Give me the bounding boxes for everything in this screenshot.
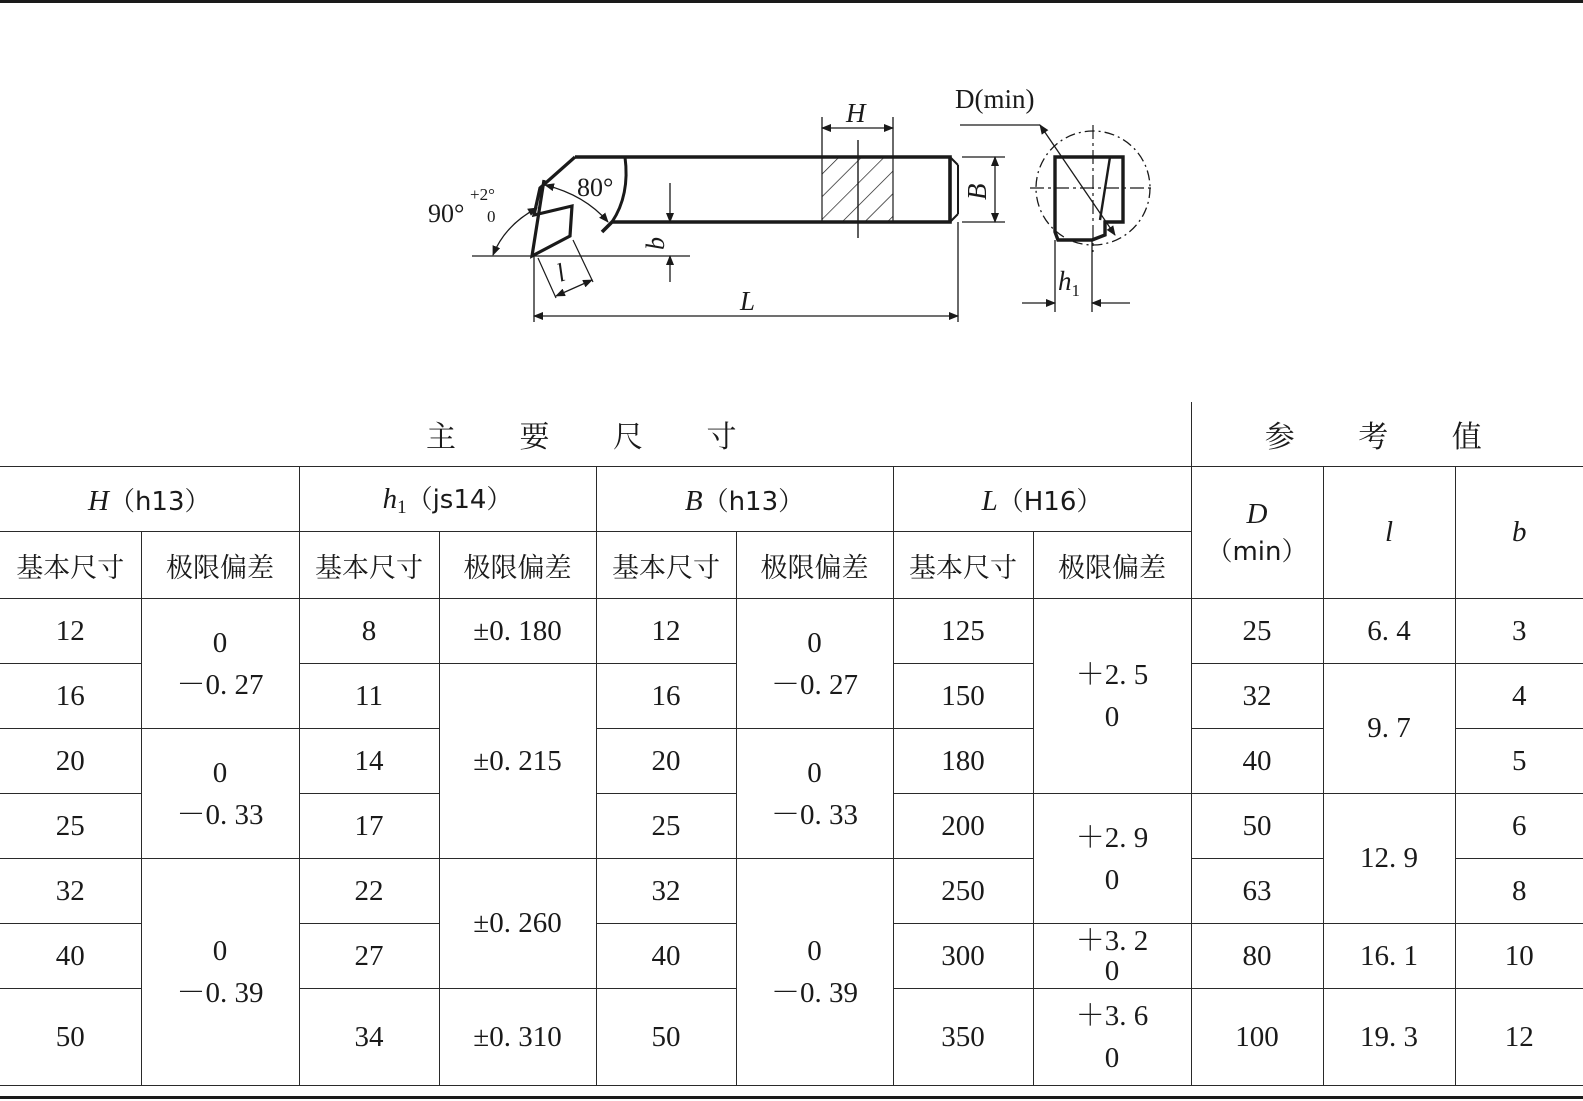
tool-body [472, 117, 1005, 322]
cell-H-tolerance: 0 －0. 33 [141, 729, 299, 859]
dim-l-label: l [552, 257, 569, 288]
cell-h1-tolerance: ±0. 215 [439, 664, 596, 859]
cell-B-tolerance: 0 －0. 27 [736, 599, 893, 729]
header-D: D （min） [1191, 467, 1323, 599]
cell-h1: 11 [299, 664, 439, 729]
header-reference-values: 参 考 值 [1191, 402, 1583, 467]
cell-l: 19. 3 [1323, 989, 1455, 1086]
bottom-rule [0, 1096, 1583, 1099]
angle-80-label: 80° [577, 173, 614, 202]
cell-L-tolerance: ＋2. 9 0 [1033, 794, 1191, 924]
cell-L: 180 [893, 729, 1033, 794]
cell-D: 80 [1191, 924, 1323, 989]
cell-B: 25 [596, 794, 736, 859]
cell-D: 50 [1191, 794, 1323, 859]
cell-D: 63 [1191, 859, 1323, 924]
cell-b: 12 [1455, 989, 1583, 1086]
cell-B-tolerance: 0 －0. 39 [736, 859, 893, 1086]
cell-h1: 14 [299, 729, 439, 794]
cell-h1-tolerance: ±0. 310 [439, 989, 596, 1086]
angle-upper-label: +2° [470, 185, 495, 204]
dim-H-label: H [846, 98, 866, 128]
cell-B: 16 [596, 664, 736, 729]
cell-D: 25 [1191, 599, 1323, 664]
cell-H-tolerance: 0 －0. 27 [141, 599, 299, 729]
cell-l: 6. 4 [1323, 599, 1455, 664]
subheader-H-basic: 基本尺寸 [0, 532, 141, 599]
subheader-h1-basic: 基本尺寸 [299, 532, 439, 599]
cell-b: 5 [1455, 729, 1583, 794]
cell-l: 9. 7 [1323, 664, 1455, 794]
cell-l: 16. 1 [1323, 924, 1455, 989]
subheader-L-limit: 极限偏差 [1033, 532, 1191, 599]
subheader-B-limit: 极限偏差 [736, 532, 893, 599]
cell-L: 125 [893, 599, 1033, 664]
cell-l: 12. 9 [1323, 794, 1455, 924]
angle-lower-label: 0 [487, 207, 496, 226]
cell-h1: 22 [299, 859, 439, 924]
cell-D: 32 [1191, 664, 1323, 729]
cell-B: 12 [596, 599, 736, 664]
header-main-dimensions: 主 要 尺 寸 [0, 402, 1191, 467]
cell-D: 100 [1191, 989, 1323, 1086]
cell-B: 40 [596, 924, 736, 989]
cell-L-tolerance: ＋3. 2 0 [1033, 924, 1191, 989]
cell-h1-tolerance: ±0. 260 [439, 859, 596, 989]
header-h1: $h_1(js14)$ [299, 467, 596, 532]
cell-H-tolerance: 0 －0. 39 [141, 859, 299, 1086]
cell-H: 50 [0, 989, 141, 1086]
subheader-B-basic: 基本尺寸 [596, 532, 736, 599]
cell-H: 16 [0, 664, 141, 729]
cell-B: 32 [596, 859, 736, 924]
header-l: l [1323, 467, 1455, 599]
cell-D: 40 [1191, 729, 1323, 794]
dimension-table [0, 402, 1583, 1086]
cell-h1: 17 [299, 794, 439, 859]
cell-H: 40 [0, 924, 141, 989]
header-b: b [1455, 467, 1583, 599]
cell-b: 8 [1455, 859, 1583, 924]
cell-B: 50 [596, 989, 736, 1086]
cell-L: 150 [893, 664, 1033, 729]
header-B: B（h13） [596, 467, 893, 532]
cell-h1-tolerance: ±0. 180 [439, 599, 596, 664]
dim-b-label: b [641, 237, 670, 250]
cell-L: 200 [893, 794, 1033, 859]
cell-b: 3 [1455, 599, 1583, 664]
header-H: H（h13） [0, 467, 299, 532]
cell-B: 20 [596, 729, 736, 794]
subheader-h1-limit: 极限偏差 [439, 532, 596, 599]
cell-B-tolerance: 0 －0. 33 [736, 729, 893, 859]
cell-L-tolerance: ＋2. 5 0 [1033, 599, 1191, 794]
cell-b: 10 [1455, 924, 1583, 989]
dim-D-label: D(min) [955, 84, 1035, 114]
cell-H: 32 [0, 859, 141, 924]
dim-h1-label: $h_1$ [1058, 266, 1080, 300]
cell-b: 4 [1455, 664, 1583, 729]
cell-L: 350 [893, 989, 1033, 1086]
cell-b: 6 [1455, 794, 1583, 859]
cell-L: 300 [893, 924, 1033, 989]
cell-h1: 27 [299, 924, 439, 989]
header-L: L（H16） [893, 467, 1191, 532]
cell-h1: 8 [299, 599, 439, 664]
subheader-H-limit: 极限偏差 [141, 532, 299, 599]
dim-B-label: B [962, 183, 992, 200]
tool-drawing [0, 0, 1583, 400]
subheader-L-basic: 基本尺寸 [893, 532, 1033, 599]
cell-h1: 34 [299, 989, 439, 1086]
dim-L-label: L [740, 286, 756, 316]
cell-L-tolerance: ＋3. 6 0 [1033, 989, 1191, 1086]
cell-H: 12 [0, 599, 141, 664]
angle-90-label: 90° [428, 199, 465, 228]
cell-H: 25 [0, 794, 141, 859]
table-row [0, 599, 1583, 664]
cell-L: 250 [893, 859, 1033, 924]
cell-H: 20 [0, 729, 141, 794]
